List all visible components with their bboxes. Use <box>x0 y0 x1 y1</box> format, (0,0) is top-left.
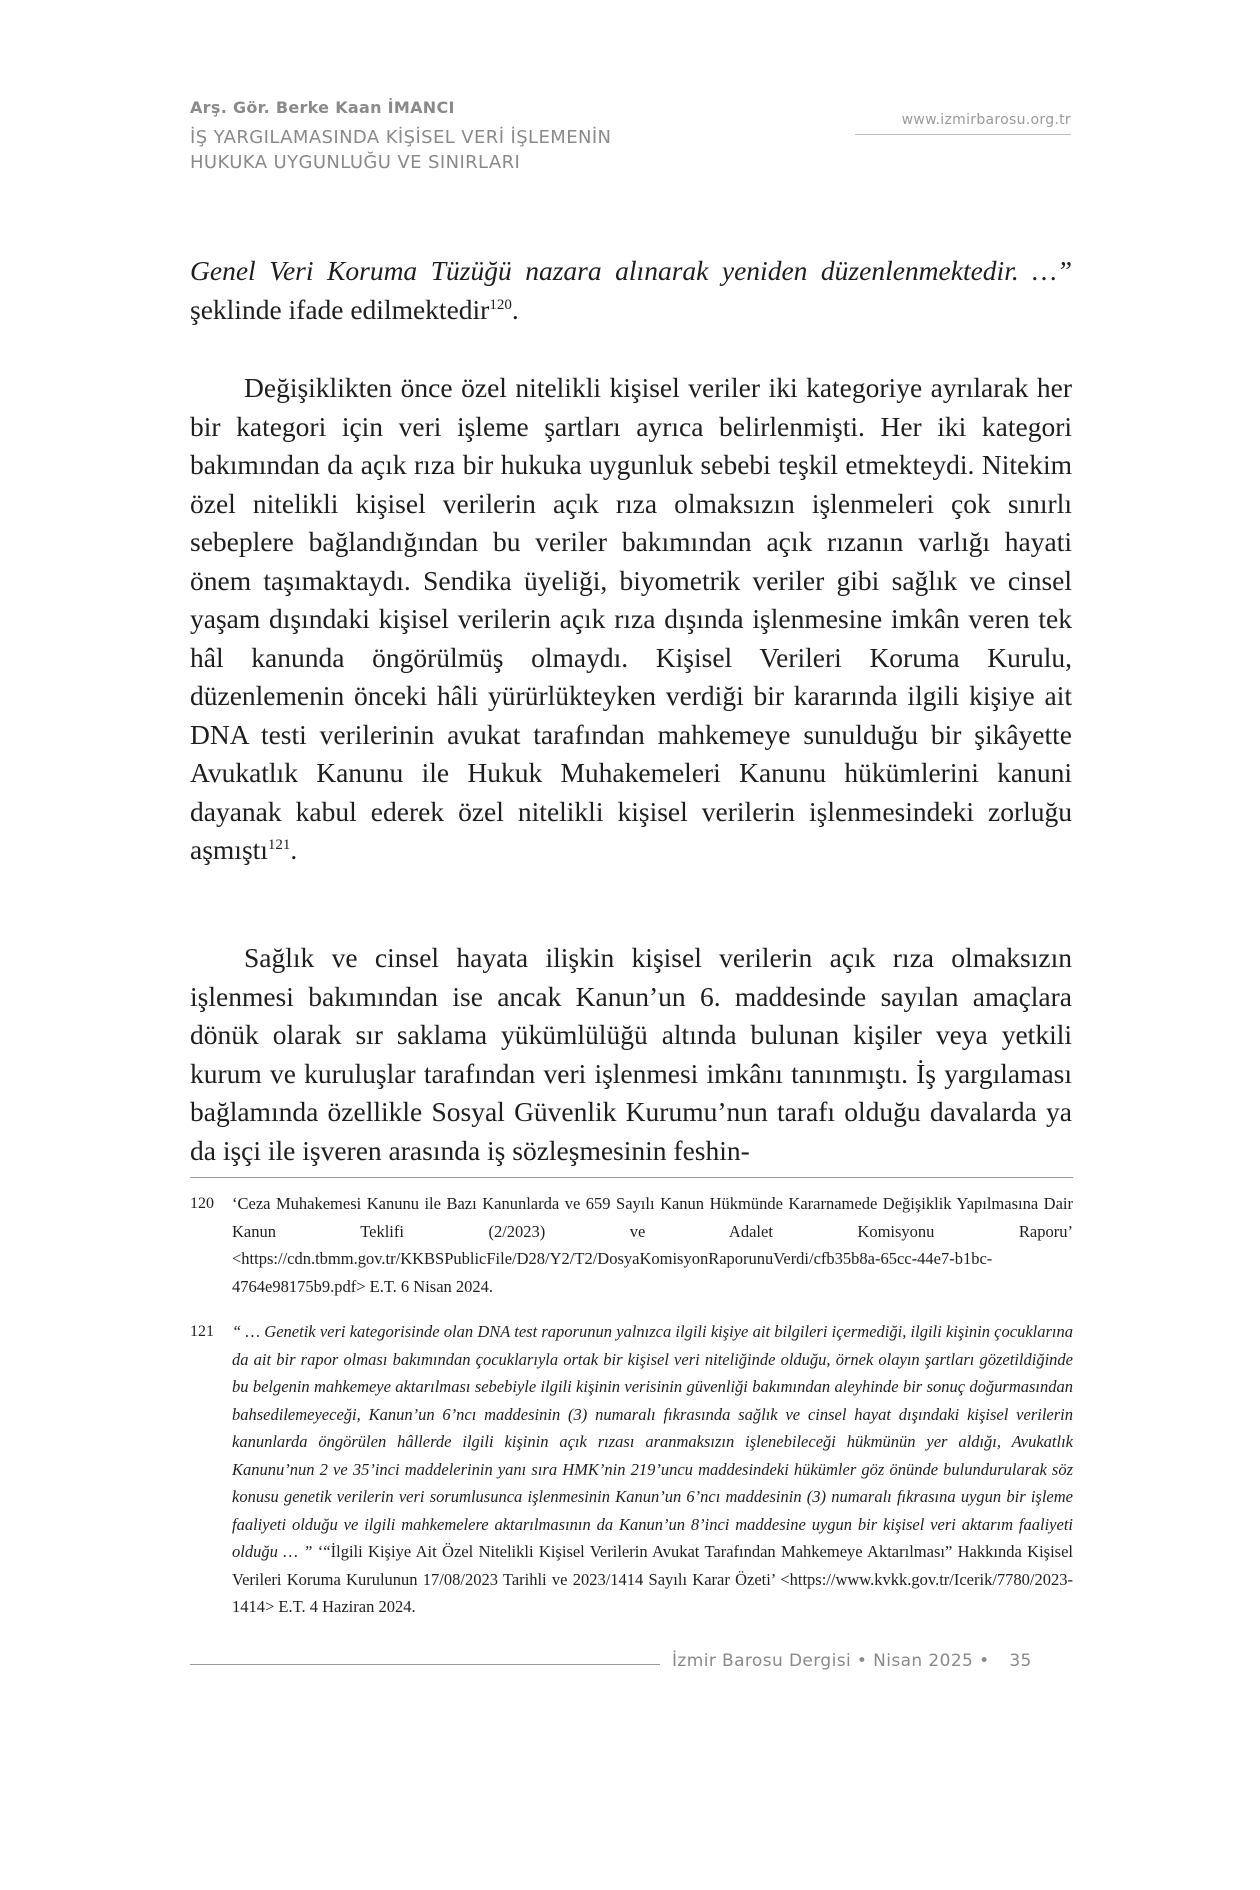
footnote-quote: “ … Genetik veri kategorisinde olan DNA test raporunun yalnızca ilgili kişiye ait bilgileri içermediği, ilgili kişinin çocuklarına da ait bir rapor olması bakımından çocuklarıyla ortak bir kişisel veri niteliğinde olduğu, örnek olayın şartları gözetildiğinde bu belgenin mahkemeye aktarılması sebebiyle ilgili kişinin verisinin güvenliği bakımından aleyhinde bir sonuç doğurmasından bahsedilemeyeceği, Kanun’un 6’ncı maddesinin (3) numaralı fıkrasında sağlık ve cinsel hayat dışındaki kişisel verilerin kanunlarda öngörülen hâllerde ilgili kişinin açık rızası aranmaksızın işlenebileceği hükmünün yer aldığı, Avukatlık Kanunu’nun 2 ve 35’inci maddelerinin yanı sıra HMK’nin 219’uncu maddesindeki hükümler göz önünde bulundurularak söz konusu genetik verilerin veri sorumlusunca işlenmesinin Kanun’un 6’ncı maddesinin (3) numaralı fıkrasına uygun bir işleme faaliyeti olduğu ve ilgili mahkemelere aktarılmasının da Kanun’un 8’inci maddesine uygun bir kişisel veri aktarım faaliyeti olduğu … ” <box>232 1322 1073 1561</box>
footnote-citation: ‘“İlgili Kişiye Ait Özel Nitelikli Kişisel Verilerin Avukat Tarafından Mahkemeye Aktarılması” Hakkında Kişisel Verileri Koruma Kurulunun 17/08/2023 Tarihli ve 2023/1414 Sayılı Karar Özeti’ <https://www.kvkk.gov.tr/Icerik/7780/2023-1414> E.T. 4 Haziran 2024. <box>232 1542 1073 1616</box>
footer-journal: İzmir Barosu Dergisi • Nisan 2025 • <box>672 1651 990 1671</box>
footnote-text <box>232 1318 1073 1621</box>
footnote-ref-120[interactable]: 120 <box>489 296 512 313</box>
footnote-number: 121 <box>190 1323 214 1340</box>
header-title-line1: İŞ YARGILAMASINDA KİŞİSEL VERİ İŞLEMENİN <box>190 127 612 148</box>
footnote-divider <box>190 1177 1073 1178</box>
page-number: 35 <box>1009 1651 1032 1671</box>
footnote-ref-121[interactable]: 121 <box>267 836 291 853</box>
header-url: www.izmirbarosu.org.tr <box>901 112 1071 128</box>
body-paragraph-continuation <box>190 252 1072 329</box>
footnote-121 <box>190 1318 1073 1621</box>
quoted-text: Genel Veri Koruma Tüzüğü nazara alınarak yeniden düzenlenmektedir. …” <box>190 255 1072 286</box>
footer <box>672 1651 1032 1671</box>
body-text-span: Değişiklikten önce özel nitelikli kişisel veriler iki kategoriye ayrılarak her bir kategori için veri işleme şartları ayrıca belirlenmişti. Her iki kategori bakımından da açık rıza bir hukuka uygunluk sebebi teşkil etmekteydi. Nitekim özel nitelikli kişisel verilerin açık rıza olmaksızın işlenmeleri çok sınırlı sebeplere bağlandığından bu veriler bakımından açık rızanın varlığı hayati önem taşımaktaydı. Sendika üyeliği, biyometrik veriler gibi sağlık ve cinsel yaşam dışındaki kişisel verilerin açık rıza dışında işlenmesine imkân veren tek hâl kanunda öngörülmüş olmaydı. Kişisel Verileri Koruma Kurulu, düzenlemenin önceki hâli yürürlükteyken verdiği bir kararında ilgili kişiye ait DNA testi verilerinin avukat tarafından mahkemeye sunulduğu bir şikâyette Avukatlık Kanunu ile Hukuk Muhakemeleri Kanunu hükümlerini kanuni dayanak kabul ederek özel nitelikli kişisel verilerin işlenmesindeki zorluğu aşmıştı <box>190 372 1072 865</box>
footnote-text: ‘Ceza Muhakemesi Kanunu ile Bazı Kanunlarda ve 659 Sayılı Kanun Hükmünde Kararnamede Değişiklik Yapılmasına Dair Kanun Teklifi (2/2023) ve Adalet Komisyonu Raporu’ <https://cdn.tbmm.gov.tr/KKBSPublicFile/D28/Y2/T2/DosyaKomisyonRaporunuVerdi/cfb35b8a-65cc-44e7-b1bc-4764e98175b9.pdf> E.T. 6 Nisan 2024. <box>232 1194 1073 1296</box>
footnote-number: 120 <box>190 1195 214 1212</box>
footnote-120 <box>190 1190 1073 1300</box>
body-paragraph-1 <box>190 369 1072 870</box>
body-paragraph-2 <box>190 939 1072 1170</box>
header-title-line2: HUKUKA UYGUNLUĞU VE SINIRLARI <box>190 152 521 173</box>
punctuation: . <box>290 834 298 865</box>
punctuation: . <box>511 293 519 325</box>
header-divider <box>855 134 1071 135</box>
body-text-span: Sağlık ve cinsel hayata ilişkin kişisel verilerin açık rıza olmaksızın işlenmesi bakımından ise ancak Kanun’un 6. maddesinde sayılan amaçlara dönük olarak sır saklama yükümlülüğü altında bulunan kişiler veya yetkili kurum ve kuruluşlar tarafından veri işlenmesi imkânı tanınmıştı. İş yargılaması bağlamında özellikle Sosyal Güvenlik Kurumu’nun tarafı olduğu davalarda ya da işçi ile işveren arasında iş sözleşmesinin feshin- <box>190 942 1072 1166</box>
footer-divider <box>190 1664 660 1665</box>
header-article-title <box>190 125 611 175</box>
header-author: Arş. Gör. Berke Kaan İMANCI <box>190 98 455 117</box>
body-text-span: şeklinde ifade edilmektedir <box>190 293 490 325</box>
